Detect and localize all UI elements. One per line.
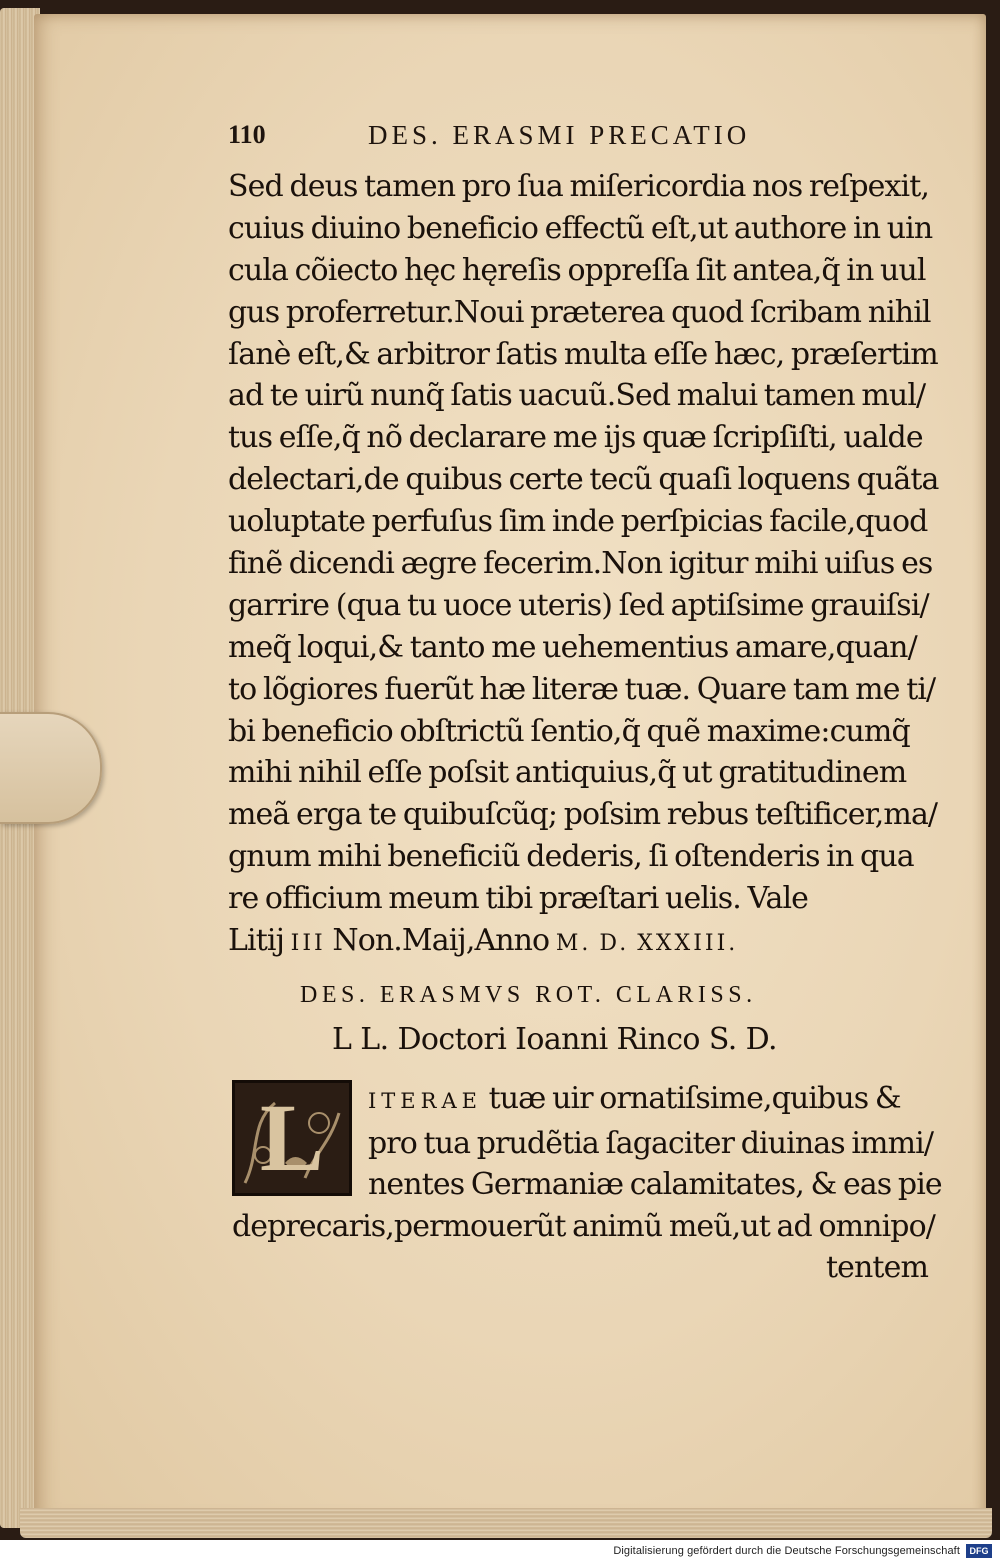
date-place: Litij	[228, 923, 284, 959]
text-line: cuius diuino beneficio effectũ eſt,ut authore in uin	[228, 210, 933, 246]
letter-body	[232, 1078, 942, 1289]
text-line: garrire (qua tu uoce uteris) ſed aptiſsime grauiſsi/	[228, 587, 929, 623]
text-line: finẽ dicendi ægre fecerim.Non igitur mihi uiſus es	[228, 546, 933, 582]
text-line: ſanè eſt,& arbitror ſatis multa eſſe hæc, præſertim	[228, 336, 938, 372]
running-head	[228, 120, 928, 160]
text-line: uoluptate perfuſus ſim inde perſpicias facile,quod	[228, 504, 928, 540]
funding-credit: Digitalisierung gefördert durch die Deutsche Forschungsgemeinschaft	[613, 1545, 960, 1557]
text-line: delectari,de quibus certe tecũ quaſi loquens quãta	[228, 462, 939, 498]
dfg-logo-icon: DFG	[966, 1544, 992, 1558]
body-text	[228, 166, 939, 965]
text-line: Sed deus tamen pro ſua miſericordia nos reſpexit,	[228, 169, 929, 204]
text-line: meq̃ loqui,& tanto me uehementius amare,quan/	[228, 629, 917, 665]
initial-letter: L	[259, 1084, 325, 1191]
date-day: III	[290, 931, 326, 957]
text-line: nentes Germaniæ calamitates, & eas pie	[368, 1167, 942, 1202]
letter-first-line-rest: tuæ uir ornatiſsime,quibus &	[488, 1081, 901, 1116]
book-bottom-edge	[20, 1508, 992, 1538]
text-line: ad te uirũ nunq̃ ſatis uacuũ.Sed malui tamen mul/	[228, 378, 926, 414]
text-line: re officium meum tibi præſtari uelis. Vale	[228, 881, 809, 917]
letter-first-line	[368, 1078, 932, 1123]
text-line: cula cõiecto hęc hęreſis oppreſſa ſit antea,q̃ in uul	[228, 252, 926, 288]
text-line: to lõgiores fuerũt hæ literæ tuæ. Quare tam me ti/	[228, 671, 936, 707]
catchword: tentem	[826, 1250, 928, 1285]
text-line: pro tua prudẽtia ſagaciter diuinas immi/	[368, 1125, 934, 1161]
letter-heading-sender: DES. ERASMVS ROT. CLARISS.	[300, 982, 757, 1008]
running-title: DES. ERASMI PRECATIO	[368, 120, 751, 150]
date-rest: Non.Maij,Anno	[332, 923, 550, 959]
book-clasp	[0, 712, 102, 824]
letter-first-word-caps: ITERAE	[368, 1089, 482, 1113]
date-year: M. D. XXXIII.	[555, 931, 739, 957]
text-line: mihi nihil eſſe poſsit antiquius,q̃ ut gratitudinem	[228, 755, 907, 791]
date-line	[228, 920, 928, 965]
text-line: deprecaris,permouerũt animũ meũ,ut ad omnipo/	[232, 1208, 935, 1244]
page-number: 110	[228, 120, 266, 149]
letter-heading-recipient: L L. Doctori Ioanni Rinco S. D.	[332, 1022, 777, 1057]
text-line: meã erga te quibuſcũq; poſsim rebus teſtificer,ma/	[228, 797, 938, 833]
text-line: gus proferretur.Noui præterea quod ſcribam nihil	[228, 294, 931, 330]
text-line: gnum mihi beneficiũ dederis, ſi oſtenderis in qua	[228, 839, 914, 875]
text-line: tus eſſe,q̃ nõ declarare me ijs quæ ſcripſiſti, ualde	[228, 420, 923, 456]
text-line: bi beneficio obſtrictũ ſentio,q̃ quẽ maxime:cumq̃	[228, 713, 910, 749]
